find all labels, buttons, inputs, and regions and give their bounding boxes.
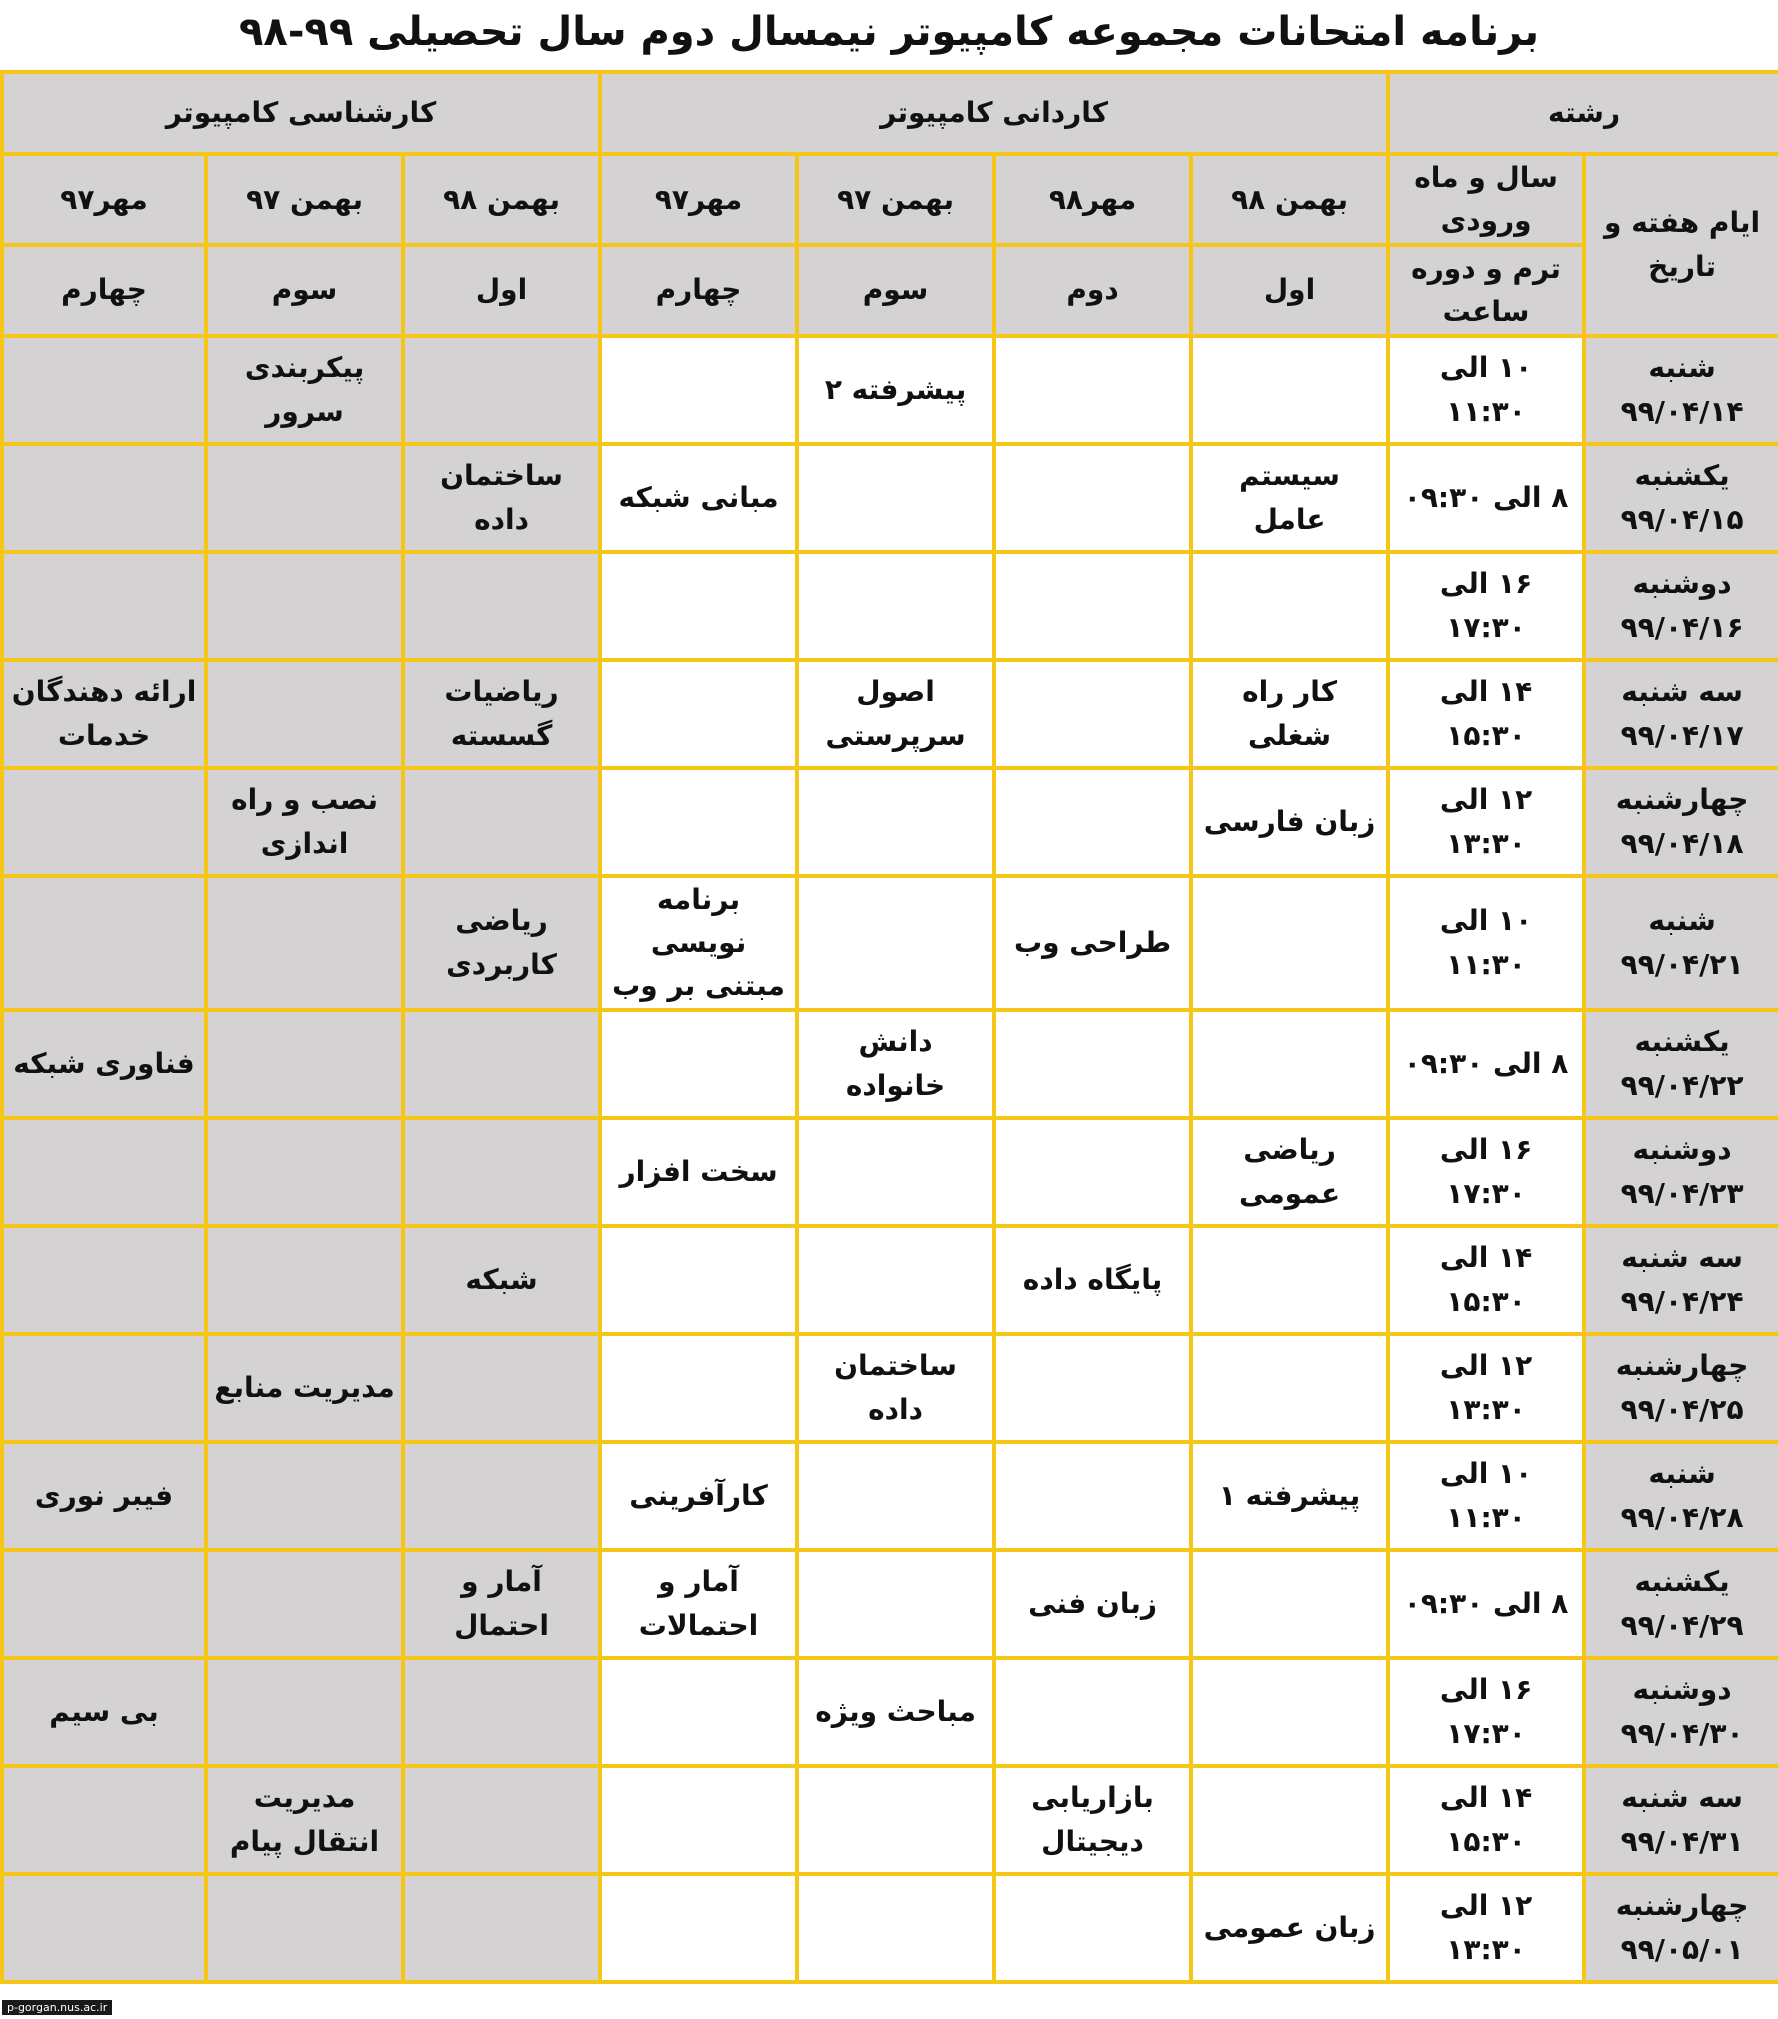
course-cell <box>206 1658 403 1766</box>
course-cell <box>403 1442 600 1550</box>
time-cell: ۱۰ الی ۱۱:۳۰ <box>1388 876 1584 1010</box>
course-cell: پیشرفته ۱ <box>1191 1442 1388 1550</box>
course-cell <box>600 768 797 876</box>
course-cell <box>600 1334 797 1442</box>
day-name: چهارشنبه <box>1615 783 1749 817</box>
course-cell <box>403 1874 600 1982</box>
course-cell <box>600 660 797 768</box>
course-cell <box>797 552 994 660</box>
course-cell <box>1191 1658 1388 1766</box>
table-row <box>2 552 1778 660</box>
time-cell: ۱۶ الی ۱۷:۳۰ <box>1388 1118 1584 1226</box>
course-cell <box>994 1442 1191 1550</box>
course-cell <box>403 1658 600 1766</box>
day-name: شنبه <box>1648 351 1716 385</box>
course-cell <box>206 1874 403 1982</box>
day-date-cell <box>1584 660 1778 768</box>
course-cell <box>1191 1766 1388 1874</box>
day-date-cell <box>1584 444 1778 552</box>
course-cell <box>403 1766 600 1874</box>
course-cell <box>206 876 403 1010</box>
table-row <box>2 1118 1778 1226</box>
time-cell: ۱۴ الی ۱۵:۳۰ <box>1388 1766 1584 1874</box>
course-cell: آمار و احتمالات <box>600 1550 797 1658</box>
course-cell <box>2 552 206 660</box>
time-cell: ۸ الی ۰۹:۳۰ <box>1388 1010 1584 1118</box>
course-cell <box>1191 1226 1388 1334</box>
term-cell: چهارم <box>600 245 797 336</box>
course-cell <box>994 768 1191 876</box>
table-row <box>2 1766 1778 1874</box>
course-cell: پیکربندی سرور <box>206 336 403 444</box>
course-cell <box>403 768 600 876</box>
exam-date: ۹۹/۰۴/۱۷ <box>1620 718 1744 752</box>
course-cell <box>994 1874 1191 1982</box>
table-row <box>2 1874 1778 1982</box>
course-cell <box>206 1226 403 1334</box>
exam-date: ۹۹/۰۴/۱۶ <box>1620 610 1744 644</box>
table-row <box>2 1334 1778 1442</box>
course-cell <box>797 1226 994 1334</box>
table-row <box>2 1226 1778 1334</box>
course-cell: مدیریت انتقال پیام <box>206 1766 403 1874</box>
course-cell <box>600 1766 797 1874</box>
kardani-header: کاردانی کامپیوتر <box>600 72 1388 154</box>
exam-date: ۹۹/۰۴/۲۱ <box>1620 947 1744 981</box>
course-cell <box>403 336 600 444</box>
course-cell <box>994 444 1191 552</box>
course-cell <box>1191 336 1388 444</box>
time-cell: ۱۰ الی ۱۱:۳۰ <box>1388 1442 1584 1550</box>
course-cell <box>600 1658 797 1766</box>
course-cell <box>206 552 403 660</box>
course-cell <box>1191 1550 1388 1658</box>
exam-date: ۹۹/۰۴/۲۵ <box>1620 1392 1744 1426</box>
day-date-cell <box>1584 1226 1778 1334</box>
time-cell: ۱۴ الی ۱۵:۳۰ <box>1388 1226 1584 1334</box>
course-cell <box>206 660 403 768</box>
course-cell <box>1191 552 1388 660</box>
table-row <box>2 1550 1778 1658</box>
table-row <box>2 336 1778 444</box>
exam-date: ۹۹/۰۴/۳۱ <box>1620 1824 1744 1858</box>
exam-date: ۹۹/۰۴/۲۲ <box>1620 1068 1744 1102</box>
course-cell <box>2 1118 206 1226</box>
time-cell: ۱۶ الی ۱۷:۳۰ <box>1388 552 1584 660</box>
course-cell <box>403 1010 600 1118</box>
course-cell <box>797 1766 994 1874</box>
course-cell <box>797 1442 994 1550</box>
day-date-cell <box>1584 876 1778 1010</box>
day-name: یکشنبه <box>1634 1025 1730 1059</box>
course-cell: مدیریت منابع <box>206 1334 403 1442</box>
entry-cell: بهمن ۹۷ <box>797 154 994 245</box>
days-header: ایام هفته و تاریخ <box>1584 154 1778 336</box>
term-cell: دوم <box>994 245 1191 336</box>
page-title: برنامه امتحانات مجموعه کامپیوتر نیمسال دوم سال تحصیلی ۹۹-۹۸ <box>238 9 1540 55</box>
entry-cell: مهر۹۷ <box>2 154 206 245</box>
karshenasi-header: کارشناسی کامپیوتر <box>2 72 600 154</box>
exam-date: ۹۹/۰۴/۳۰ <box>1620 1716 1744 1750</box>
course-cell: طراحی وب <box>994 876 1191 1010</box>
day-date-cell <box>1584 1442 1778 1550</box>
course-cell <box>797 1550 994 1658</box>
course-cell <box>2 336 206 444</box>
course-cell <box>2 768 206 876</box>
course-cell: ارائه دهندگان خدمات <box>2 660 206 768</box>
course-cell: بی سیم <box>2 1658 206 1766</box>
day-date-cell <box>1584 768 1778 876</box>
course-cell <box>797 768 994 876</box>
day-date-cell <box>1584 1766 1778 1874</box>
course-cell <box>797 444 994 552</box>
course-cell <box>2 1874 206 1982</box>
time-cell: ۸ الی ۰۹:۳۰ <box>1388 444 1584 552</box>
course-cell <box>600 552 797 660</box>
term-header: ترم و دوره <box>1411 251 1561 285</box>
course-cell: ساختمان داده <box>403 444 600 552</box>
course-cell <box>1191 1010 1388 1118</box>
exam-date: ۹۹/۰۴/۲۴ <box>1620 1284 1744 1318</box>
exam-date: ۹۹/۰۵/۰۱ <box>1620 1932 1744 1966</box>
course-cell <box>1191 876 1388 1010</box>
day-date-cell <box>1584 336 1778 444</box>
course-cell: ریاضی عمومی <box>1191 1118 1388 1226</box>
day-date-cell <box>1584 1334 1778 1442</box>
course-cell <box>403 1118 600 1226</box>
course-cell <box>994 1118 1191 1226</box>
course-cell: کار راه شغلی <box>1191 660 1388 768</box>
course-cell <box>994 1334 1191 1442</box>
course-cell: مباحث ویژه <box>797 1658 994 1766</box>
term-cell: سوم <box>206 245 403 336</box>
site-badge: p-gorgan.nus.ac.ir <box>2 2000 112 2015</box>
entry-cell: بهمن ۹۷ <box>206 154 403 245</box>
course-cell: مبانی شبکه <box>600 444 797 552</box>
course-cell <box>403 1334 600 1442</box>
table-row <box>2 876 1778 1010</box>
course-cell <box>797 876 994 1010</box>
course-cell <box>600 336 797 444</box>
course-cell <box>206 444 403 552</box>
course-cell <box>206 1118 403 1226</box>
term-time-header <box>1388 245 1584 336</box>
day-date-cell <box>1584 1874 1778 1982</box>
course-cell <box>600 1226 797 1334</box>
time-cell: ۱۴ الی ۱۵:۳۰ <box>1388 660 1584 768</box>
course-cell: برنامه نویسی مبتنی بر وب <box>600 876 797 1010</box>
table-row <box>2 660 1778 768</box>
table-row <box>2 444 1778 552</box>
day-date-cell <box>1584 1118 1778 1226</box>
exam-schedule-table <box>0 70 1778 1984</box>
course-cell: کارآفرینی <box>600 1442 797 1550</box>
course-cell <box>994 552 1191 660</box>
course-cell <box>600 1874 797 1982</box>
time-cell: ۱۲ الی ۱۳:۳۰ <box>1388 1334 1584 1442</box>
day-name: دوشنبه <box>1632 1673 1732 1707</box>
entry-cell: بهمن ۹۸ <box>1191 154 1388 245</box>
course-cell <box>206 1550 403 1658</box>
course-cell: ریاضی کاربردی <box>403 876 600 1010</box>
exam-date: ۹۹/۰۴/۱۸ <box>1620 826 1744 860</box>
course-cell: فناوری شبکه <box>2 1010 206 1118</box>
day-name: سه شنبه <box>1621 675 1743 709</box>
course-cell <box>2 444 206 552</box>
exam-date: ۹۹/۰۴/۱۴ <box>1620 394 1744 428</box>
course-cell: پیشرفته ۲ <box>797 336 994 444</box>
course-cell: ساختمان داده <box>797 1334 994 1442</box>
exam-date: ۹۹/۰۴/۱۵ <box>1620 502 1744 536</box>
course-cell <box>403 552 600 660</box>
course-cell <box>994 1010 1191 1118</box>
course-cell <box>797 1118 994 1226</box>
entry-header: سال و ماه ورودی <box>1388 154 1584 245</box>
course-cell <box>994 1658 1191 1766</box>
time-cell: ۸ الی ۰۹:۳۰ <box>1388 1550 1584 1658</box>
term-cell: اول <box>403 245 600 336</box>
table-row <box>2 1442 1778 1550</box>
day-name: دوشنبه <box>1632 1133 1732 1167</box>
course-cell <box>206 1442 403 1550</box>
day-date-cell <box>1584 1010 1778 1118</box>
day-name: یکشنبه <box>1634 1565 1730 1599</box>
course-cell: پایگاه داده <box>994 1226 1191 1334</box>
exam-date: ۹۹/۰۴/۲۸ <box>1620 1500 1744 1534</box>
course-cell: زبان عمومی <box>1191 1874 1388 1982</box>
course-cell: دانش خانواده <box>797 1010 994 1118</box>
course-cell <box>2 1766 206 1874</box>
table-row <box>2 1658 1778 1766</box>
time-cell: ۱۲ الی ۱۳:۳۰ <box>1388 768 1584 876</box>
course-cell: آمار و احتمال <box>403 1550 600 1658</box>
course-cell: نصب و راه اندازی <box>206 768 403 876</box>
time-cell: ۱۰ الی ۱۱:۳۰ <box>1388 336 1584 444</box>
course-cell <box>994 660 1191 768</box>
course-cell: فیبر نوری <box>2 1442 206 1550</box>
entry-cell: بهمن ۹۸ <box>403 154 600 245</box>
course-cell <box>797 1874 994 1982</box>
day-date-cell <box>1584 1658 1778 1766</box>
course-cell <box>206 1010 403 1118</box>
course-cell: اصول سرپرستی <box>797 660 994 768</box>
entry-cell: مهر۹۸ <box>994 154 1191 245</box>
day-name: یکشنبه <box>1634 459 1730 493</box>
course-cell <box>994 336 1191 444</box>
term-cell: اول <box>1191 245 1388 336</box>
time-header: ساعت <box>1442 295 1530 329</box>
time-cell: ۱۲ الی ۱۳:۳۰ <box>1388 1874 1584 1982</box>
day-name: چهارشنبه <box>1615 1349 1749 1383</box>
day-name: شنبه <box>1648 1457 1716 1491</box>
day-name: چهارشنبه <box>1615 1889 1749 1923</box>
day-name: شنبه <box>1648 904 1716 938</box>
course-cell: بازاریابی دیجیتال <box>994 1766 1191 1874</box>
table-row <box>2 768 1778 876</box>
course-cell <box>1191 1334 1388 1442</box>
course-cell <box>600 1010 797 1118</box>
day-date-cell <box>1584 552 1778 660</box>
table-row <box>2 1010 1778 1118</box>
course-cell <box>2 1334 206 1442</box>
course-cell: ریاضیات گسسته <box>403 660 600 768</box>
course-cell: شبکه <box>403 1226 600 1334</box>
course-cell <box>2 1550 206 1658</box>
course-cell: زبان فنی <box>994 1550 1191 1658</box>
course-cell <box>2 876 206 1010</box>
day-name: سه شنبه <box>1621 1241 1743 1275</box>
field-header: رشته <box>1388 72 1778 154</box>
exam-date: ۹۹/۰۴/۲۳ <box>1620 1176 1744 1210</box>
term-cell: چهارم <box>2 245 206 336</box>
course-cell: سخت افزار <box>600 1118 797 1226</box>
exam-date: ۹۹/۰۴/۲۹ <box>1620 1608 1744 1642</box>
course-cell <box>2 1226 206 1334</box>
day-name: دوشنبه <box>1632 567 1732 601</box>
time-cell: ۱۶ الی ۱۷:۳۰ <box>1388 1658 1584 1766</box>
course-cell: سیستم عامل <box>1191 444 1388 552</box>
term-cell: سوم <box>797 245 994 336</box>
course-cell: زبان فارسی <box>1191 768 1388 876</box>
day-name: سه شنبه <box>1621 1781 1743 1815</box>
day-date-cell <box>1584 1550 1778 1658</box>
entry-cell: مهر۹۷ <box>600 154 797 245</box>
